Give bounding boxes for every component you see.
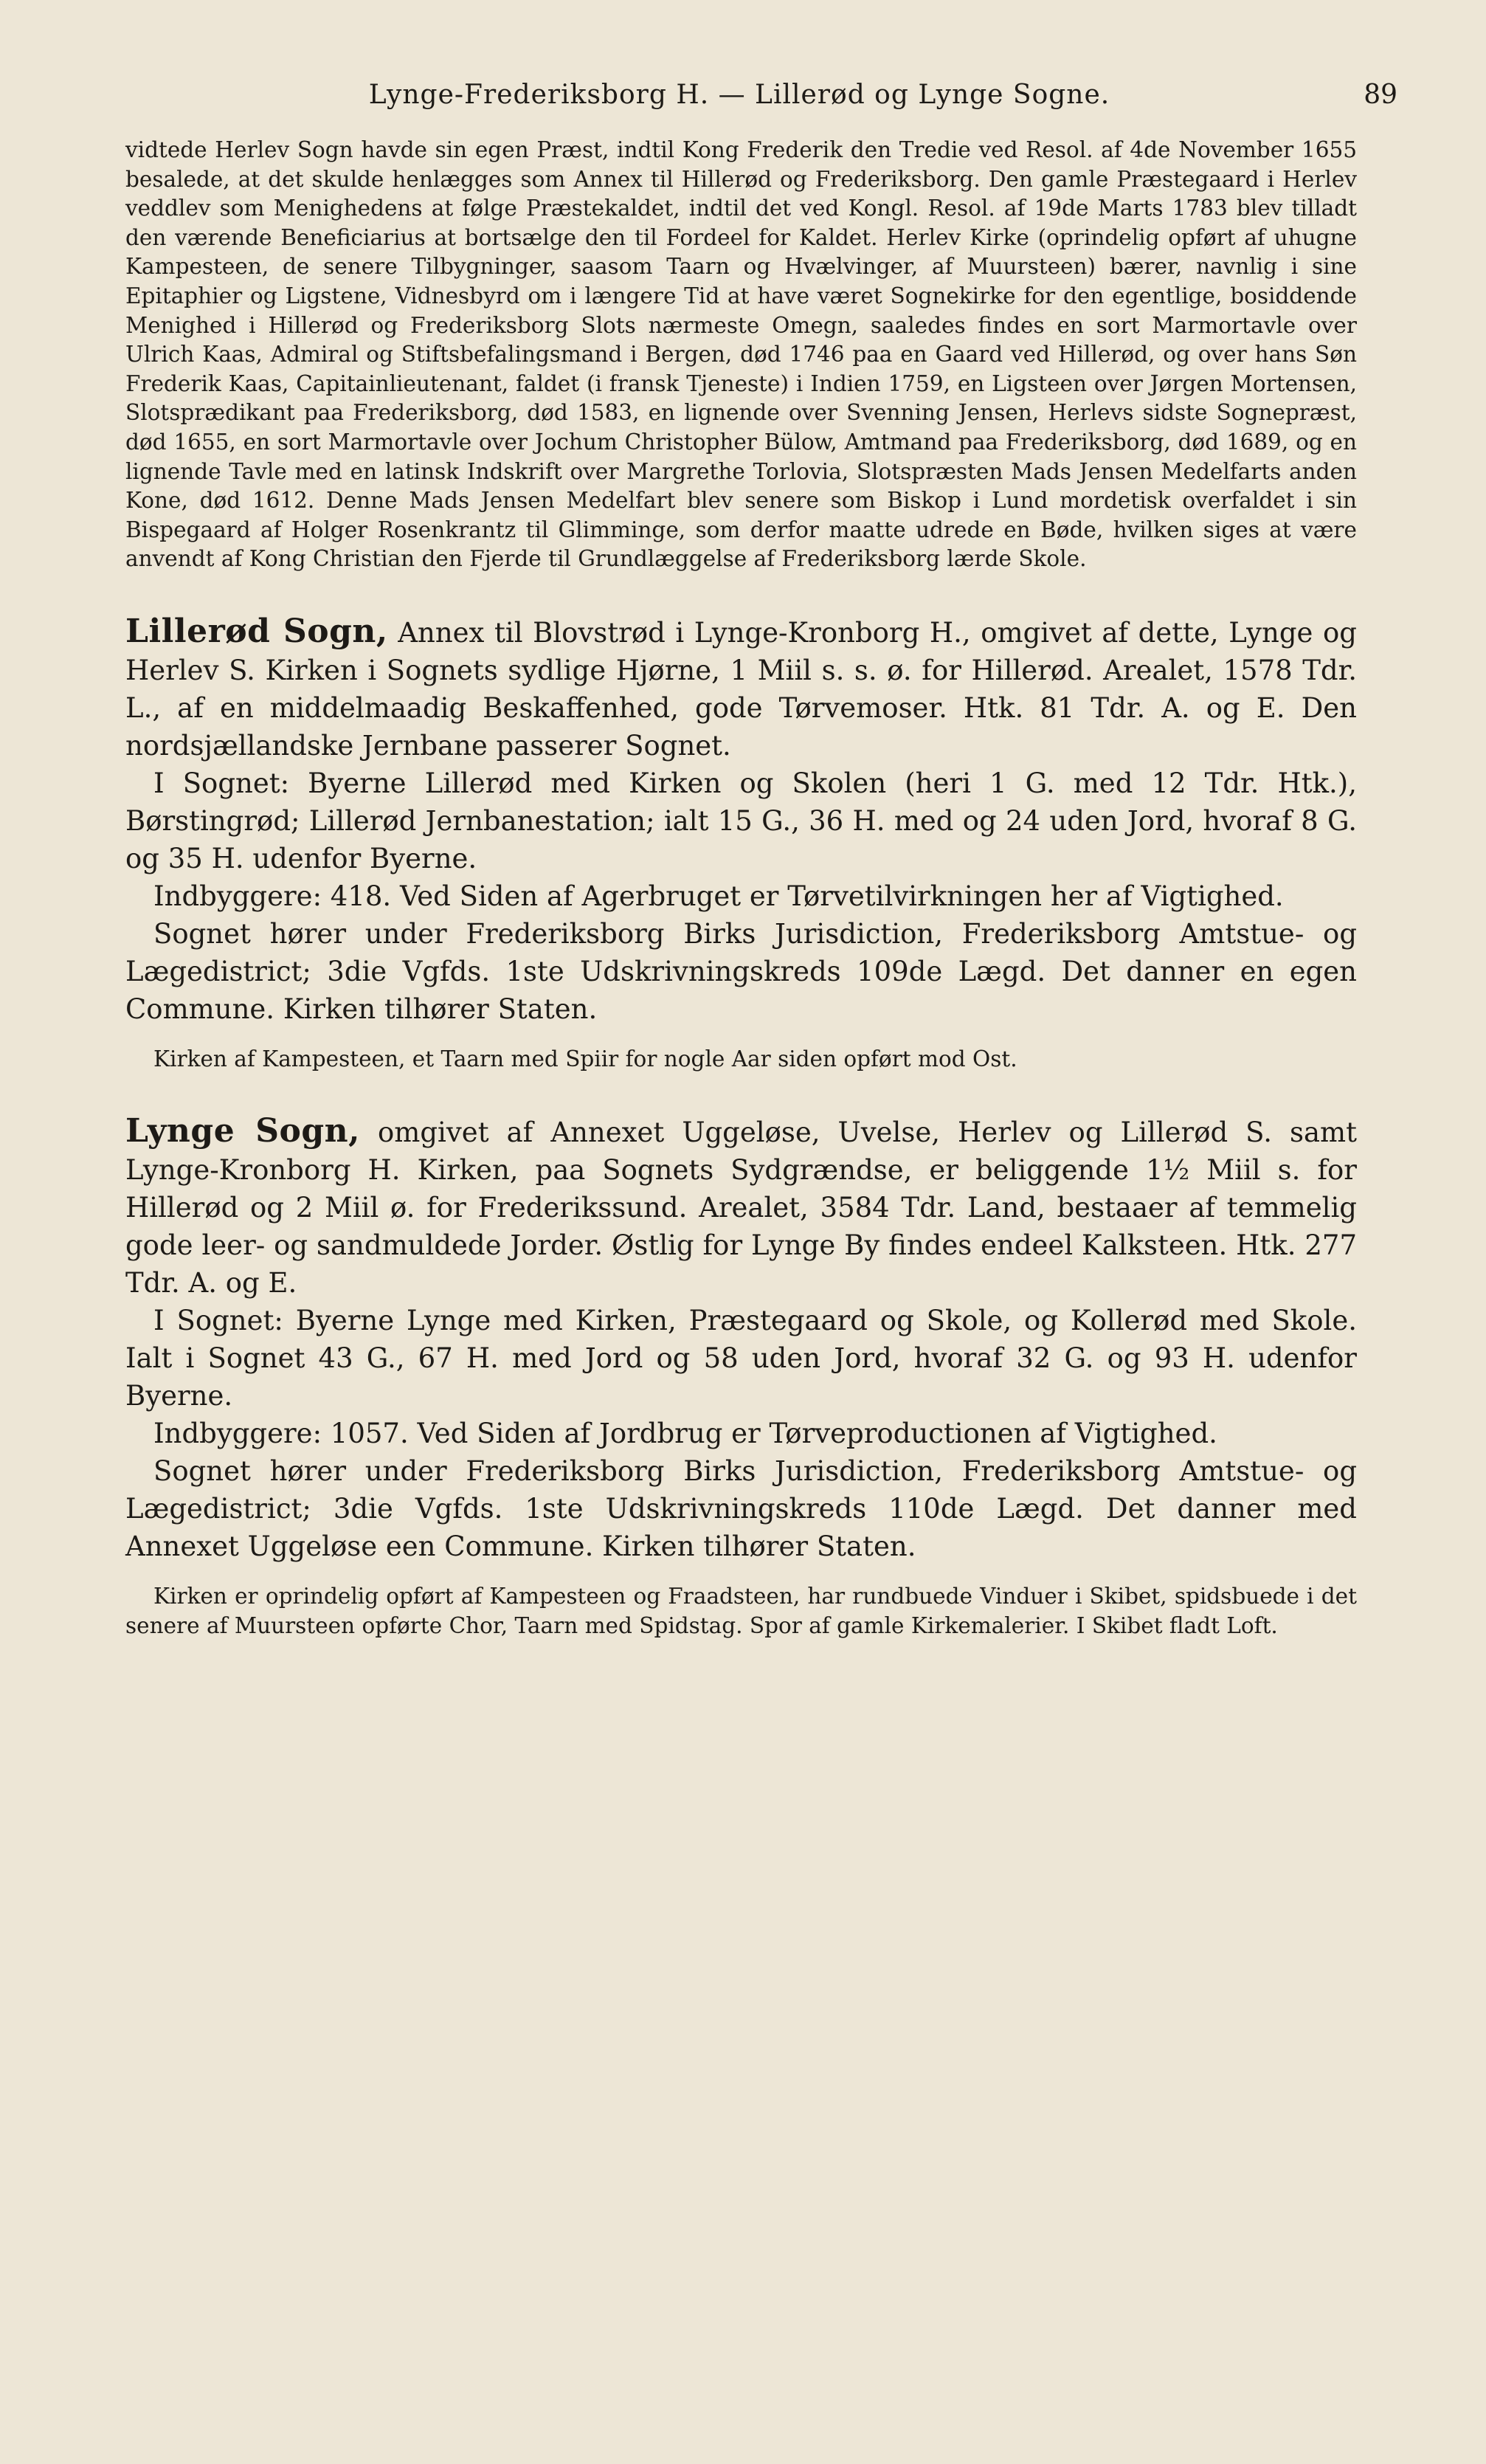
lillerod-population: Indbyggere: 418. Ved Siden af Agerbruget er Tørvetilvirkningen her af Vigtighed.: [153, 880, 1284, 912]
lynge-population: Indbyggere: 1057. Ved Siden af Jordbrug er Tørveproductionen af Vigtighed.: [153, 1417, 1217, 1449]
section-lynge: [125, 1112, 1357, 1640]
page-number: 89: [1364, 80, 1397, 110]
lynge-villages: I Sognet: Byerne Lynge med Kirken, Præstegaard og Skole, og Kollerød med Skole. Ialt i Sognet 43 G., 67 H. med Jord og 58 uden Jord, hvoraf 32 G. og 93 H. udenfor Byerne.: [125, 1304, 1357, 1412]
section-title-lynge: Lynge Sogn,: [125, 1111, 360, 1150]
intro-paragraph: vidtede Herlev Sogn havde sin egen Præst, indtil Kong Frederik den Tredie ved Resol. af 4de November 1655 besalede, at det skulde henlægges som Annex til Hillerød og Frederiksborg. Den gamle Præstegaard i Herlev veddlev som Menighedens at følge Præstekaldet, indtil det ved Kongl. Resol. af 19de Marts 1783 blev tilladt den værende Beneficiarius at bortsælge den til Fordeel for Kaldet. Herlev Kirke (oprindelig opført af uhugne Kampesteen, de senere Tilbygninger, saasom Taarn og Hvælvinger, af Muursteen) bærer, navnlig i sine Epitaphier og Ligstene, Vidnesbyrd om i længere Tid at have været Sognekirke for den egentlige, bosiddende Menighed i Hillerød og Frederiksborg Slots nærmeste Omegn, saaledes findes en sort Marmortavle over Ulrich Kaas, Admiral og Stiftsbefalingsmand i Bergen, død 1746 paa en Gaard ved Hillerød, og over hans Søn Frederik Kaas, Capitainlieutenant, faldet (i fransk Tjeneste) i Indien 1759, en Ligsteen over Jørgen Mortensen, Slotsprædikant paa Frederiksborg, død 1583, en lignende over Svenning Jensen, Herlevs sidste Sognepræst, død 1655, en sort Marmortavle over Jochum Christopher Bülow, Amtmand paa Frederiksborg, død 1689, og en lignende Tavle med en latinsk Indskrift over Margrethe Torlovia, Slotspræsten Mads Jensen Medelfarts anden Kone, død 1612. Denne Mads Jensen Medelfart blev senere som Biskop i Lund mordetisk overfaldet i sin Bispegaard af Holger Rosenkrantz til Glimminge, som derfor maatte udrede en Bøde, hvilken siges at være anvendt af Kong Christian den Fjerde til Grundlæggelse af Frederiksborg lærde Skole.: [125, 137, 1357, 572]
lillerod-description: Annex til Blovstrød i Lynge-Kronborg H., omgivet af dette, Lynge og Herlev S. Kirken i Sognets sydlige Hjørne, 1 Miil s. s. ø. for Hillerød. Arealet, 1578 Tdr. L., af en middelmaadig Beskaffenhed, gode Tørvemoser. Htk. 81 Tdr. A. og E. Den nordsjællandske Jernbane passerer Sognet.: [125, 616, 1357, 762]
section-lillerod: [125, 612, 1357, 1074]
lillerod-church-note: Kirken af Kampesteen, et Taarn med Spiir for nogle Aar siden opført mod Ost.: [153, 1046, 1017, 1071]
lillerod-jurisdiction: Sognet hører under Frederiksborg Birks Jurisdiction, Frederiksborg Amtstue- og Lægedistrict; 3die Vgfds. 1ste Udskrivningskreds 109de Lægd. Det danner en egen Commune. Kirken tilhører Staten.: [125, 917, 1357, 1025]
lynge-description: omgivet af Annexet Uggeløse, Uvelse, Herlev og Lillerød S. samt Lynge-Kronborg H. Kirken, paa Sognets Sydgrændse, er beliggende 1½ Miil s. for Hillerød og 2 Miil ø. for Frederikssund. Arealet, 3584 Tdr. Land, bestaaer af temmelig gode leer- og sandmuldede Jorder. Østlig for Lynge By findes endeel Kalksteen. Htk. 277 Tdr. A. og E.: [125, 1116, 1358, 1299]
lynge-church-note: Kirken er oprindelig opført af Kampesteen og Fraadsteen, har rundbuede Vinduer i Skibet, spidsbuede i det senere af Muursteen opførte Chor, Taarn med Spidstag. Spor af gamle Kirkemalerier. I Skibet fladt Loft.: [125, 1583, 1357, 1638]
page-content: [125, 136, 1357, 1640]
header-title: Lynge-Frederiksborg H. — Lillerød og Lynge Sogne.: [368, 80, 1110, 110]
lynge-jurisdiction: Sognet hører under Frederiksborg Birks Jurisdiction, Frederiksborg Amtstue- og Lægedistrict; 3die Vgfds. 1ste Udskrivningskreds 110de Lægd. Det danner med Annexet Uggeløse een Commune. Kirken tilhører Staten.: [125, 1454, 1357, 1562]
running-header: [125, 80, 1397, 117]
lillerod-villages: I Sognet: Byerne Lillerød med Kirken og Skolen (heri 1 G. med 12 Tdr. Htk.), Børstingrød; Lillerød Jernbanestation; ialt 15 G., 36 H. med og 24 uden Jord, hvoraf 8 G. og 35 H. udenfor Byerne.: [125, 767, 1357, 874]
section-title-lillerod: Lillerød Sogn,: [125, 612, 388, 650]
